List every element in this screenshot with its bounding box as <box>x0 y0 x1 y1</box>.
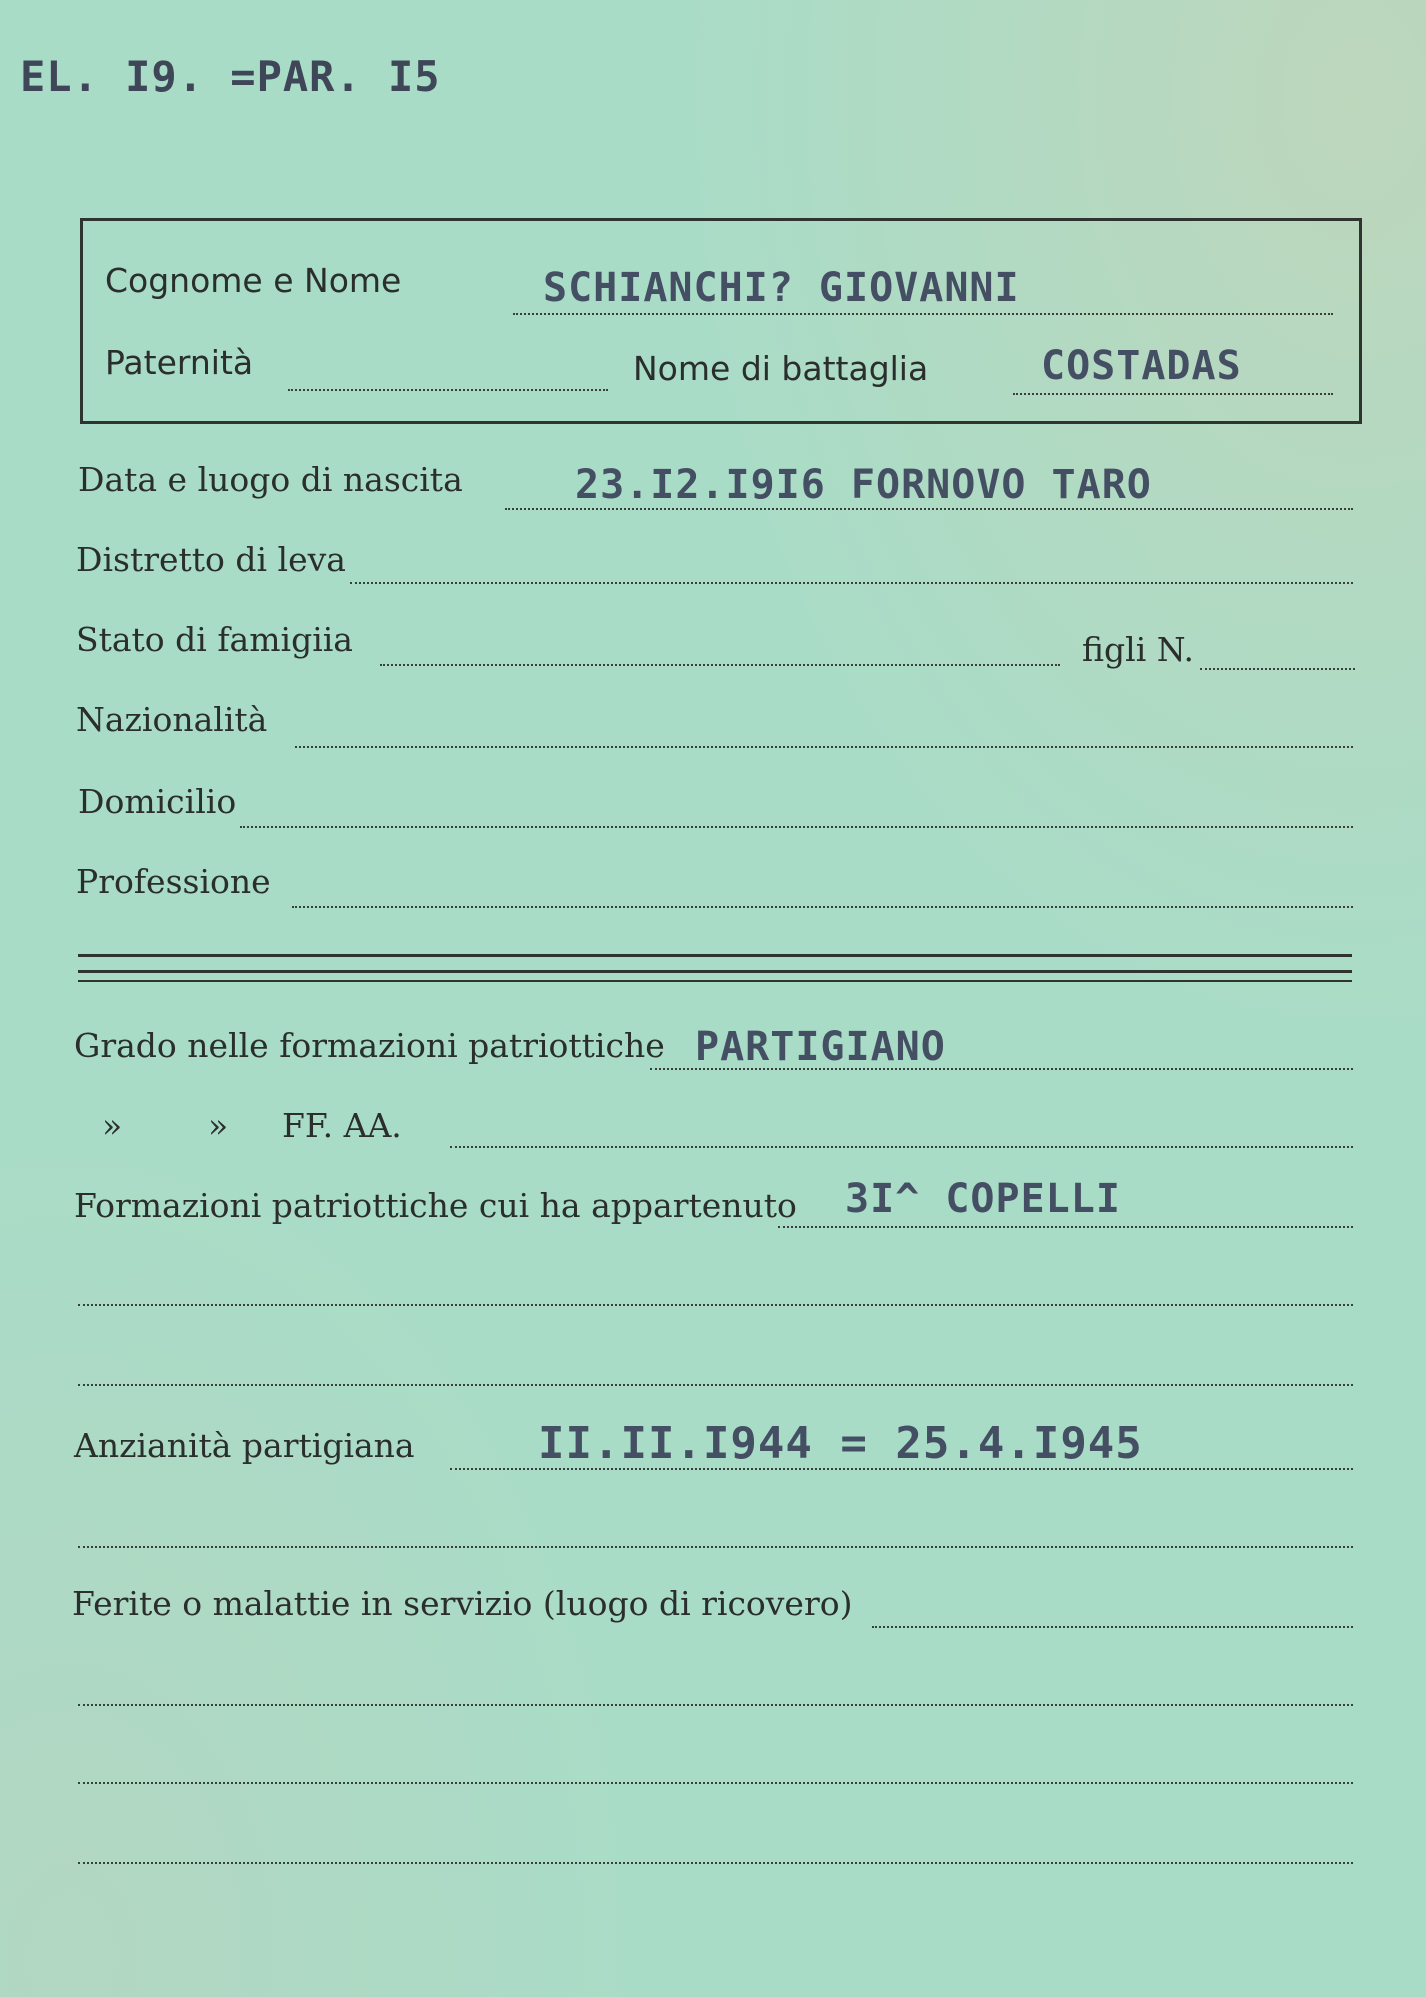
formations-line <box>778 1226 1353 1228</box>
seniority-label: Anzianità partigiana <box>74 1426 415 1465</box>
nationality-label: Nazionalità <box>76 700 268 739</box>
nationality-line <box>295 746 1353 748</box>
formations-label: Formazioni patriottiche cui ha appartenuto <box>74 1186 797 1225</box>
rank-label: Grado nelle formazioni patriottiche <box>74 1026 665 1065</box>
reference-code: EL. I9. =PAR. I5 <box>20 52 441 101</box>
family-line <box>380 664 1060 666</box>
domicile-label: Domicilio <box>78 782 237 821</box>
identity-box <box>80 218 1362 424</box>
surname-name-label: Cognome e Nome <box>105 261 402 300</box>
district-label: Distretto di leva <box>76 540 346 579</box>
profession-line <box>292 906 1353 908</box>
seniority-value: II.II.I944 = 25.4.I945 <box>538 1418 1143 1469</box>
children-label: figli N. <box>1082 630 1194 669</box>
wounds-extra-line-2 <box>78 1782 1353 1784</box>
domicile-line <box>240 826 1353 828</box>
ffaa-quote-2: » <box>208 1106 229 1145</box>
formations-extra-line-2 <box>78 1384 1353 1386</box>
separator-top <box>78 954 1352 957</box>
separator-bottom <box>78 980 1352 982</box>
battle-name-label: Nome di battaglia <box>633 349 929 388</box>
district-line <box>350 582 1353 584</box>
wounds-extra-line-3 <box>78 1862 1353 1864</box>
surname-name-line <box>513 313 1333 315</box>
ffaa-line <box>450 1146 1353 1148</box>
wounds-extra-line-1 <box>78 1704 1353 1706</box>
profession-label: Professione <box>76 862 271 901</box>
ffaa-label: FF. AA. <box>282 1106 402 1145</box>
children-line <box>1200 668 1355 670</box>
wounds-line <box>872 1626 1353 1628</box>
formations-extra-line-1 <box>78 1304 1353 1306</box>
paternity-label: Paternità <box>105 343 254 382</box>
formations-value: 3I^ COPELLI <box>845 1176 1121 1222</box>
birth-label: Data e luogo di nascita <box>78 460 463 499</box>
seniority-extra-line <box>78 1546 1353 1548</box>
battle-name-value: COSTADAS <box>1041 343 1242 389</box>
birth-value: 23.I2.I9I6 FORNOVO TARO <box>575 462 1152 508</box>
family-label: Stato di famigiia <box>76 620 353 659</box>
battle-name-line <box>1013 393 1333 395</box>
wounds-label: Ferite o malattie in servizio (luogo di ricovero) <box>72 1584 853 1623</box>
rank-value: PARTIGIANO <box>695 1024 946 1070</box>
separator-middle <box>78 970 1352 973</box>
birth-line <box>505 508 1353 510</box>
surname-name-value: SCHIANCHI? GIOVANNI <box>543 265 1020 311</box>
ffaa-quote-1: » <box>102 1106 123 1145</box>
paternity-line <box>288 389 608 391</box>
